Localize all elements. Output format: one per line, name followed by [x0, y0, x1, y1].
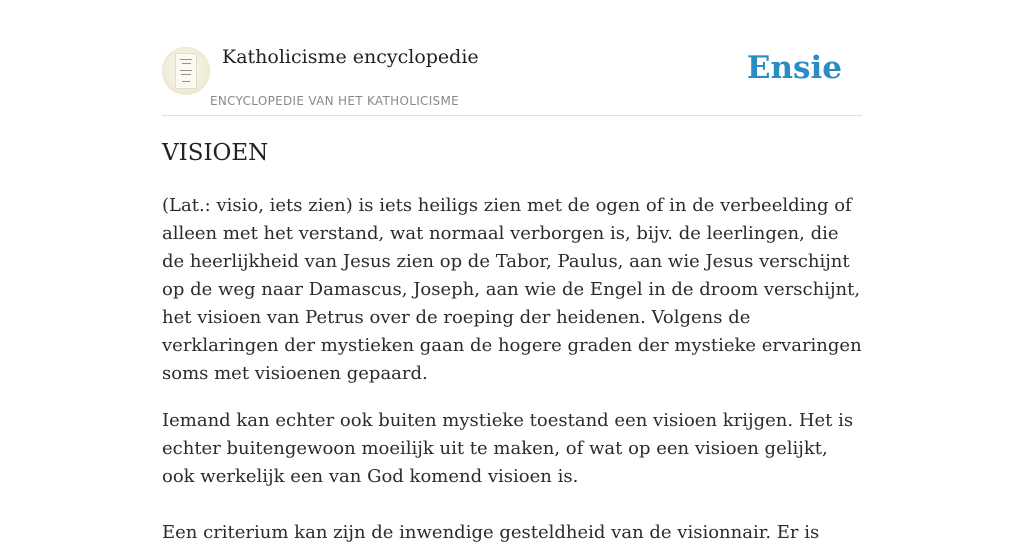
site-header [162, 40, 862, 116]
ensie-brand-link[interactable]: Ensie [746, 50, 842, 86]
article-paragraph: (Lat.: visio, iets zien) is iets heiligs zien met de ogen of in de verbeelding of alleen met het verstand, wat normaal verborgen is, bijv. de leerlingen, die de heerlijkheid van Jesus zien op de Tabor, Paulus, aan wie Jesus verschijnt op de weg naar Damascus, Joseph, aan wie de Engel in de droom verschijnt, het visioen van Petrus over de roeping der heidenen. Volgens de verklaringen der mystieken gaan de hogere graden der mystieke ervaringen soms met visioenen gepaard. [162, 195, 862, 384]
article-paragraph: Iemand kan echter ook buiten mystieke toestand een visioen krijgen. Het is echter buitengewoon moeilijk uit te maken, of wat op een visioen gelijkt, ook werkelijk een van God komend visioen is. [162, 410, 854, 487]
book-page-graphic [175, 53, 197, 89]
article-paragraph: Een criterium kan zijn de inwendige gesteldheid van de visionnair. Er is [162, 522, 820, 543]
site-subtitle[interactable]: ENCYCLOPEDIE VAN HET KATHOLICISME [210, 94, 459, 108]
site-title[interactable]: Katholicisme encyclopedie [222, 46, 479, 68]
article-body [162, 192, 862, 547]
article-title: VISIOEN [162, 140, 269, 166]
book-cover-icon[interactable] [162, 47, 210, 95]
